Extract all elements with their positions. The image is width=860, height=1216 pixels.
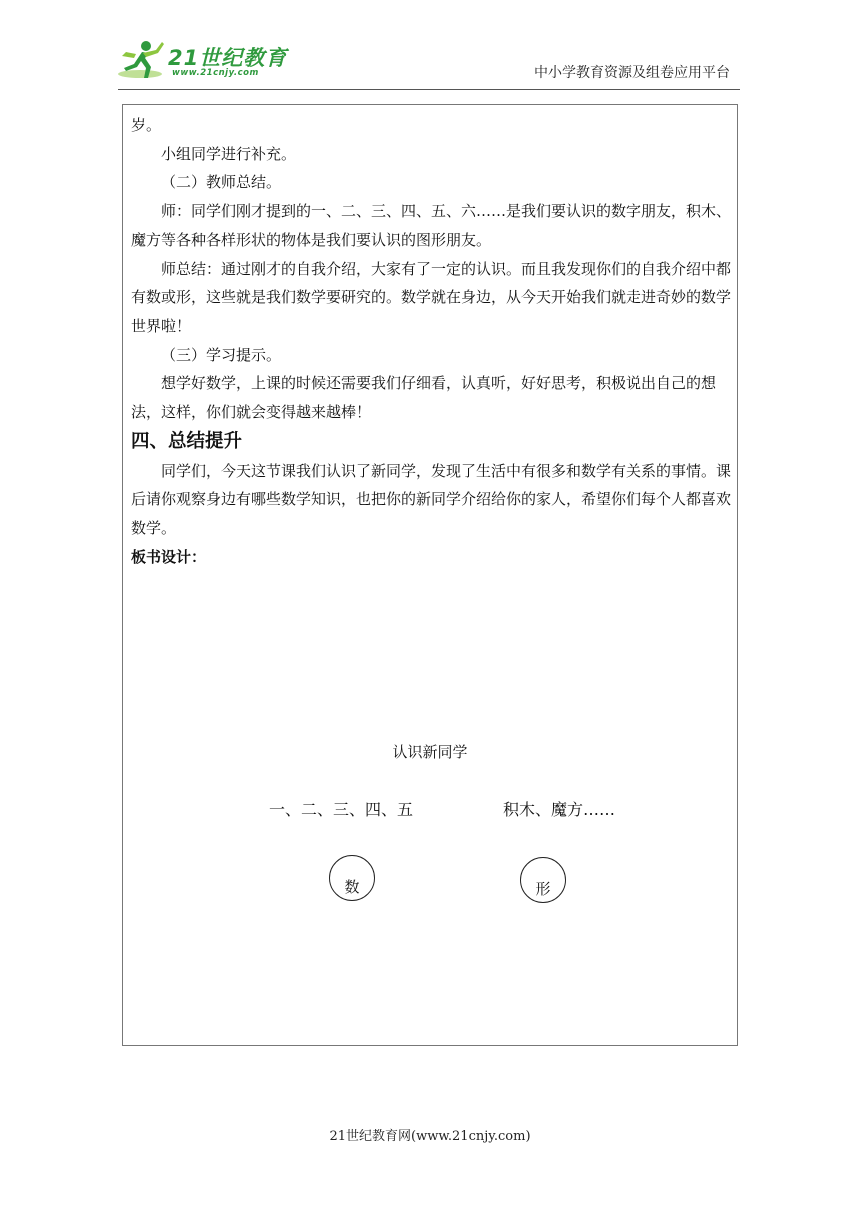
board-title: 认识新同学 (392, 743, 468, 761)
board-design-label: 板书设计： (131, 547, 207, 566)
paragraph-conclusion: 同学们，今天这节课我们认识了新同学，发现了生活中有很多和数学有关系的事情。课后请你观察身边有哪些数学知识，也把你的新同学介绍给你的家人，希望你们每个人都喜欢数学。 (131, 461, 732, 538)
paragraph-teacher-conclusion: 师总结：通过刚才的自我介绍，大家有了一定的认识。而且我发现你们的自我介绍中都有数或形，这些就是我们数学要研究的。数学就在身边，从今天开始我们就走进奇妙的数学世界啦！ (131, 259, 732, 335)
page-footer[interactable]: 21世纪教育网(www.21cnjy.com) (329, 1129, 531, 1144)
platform-tagline: 中小学教育资源及组卷应用平台 (534, 65, 730, 81)
board-shapes: 积木、魔方…… (503, 800, 616, 819)
continued-line: 岁。 (131, 116, 162, 134)
logo-url: www.21cnjy.com (172, 68, 259, 78)
header-divider (118, 89, 740, 90)
subheading-teacher-summary: （二）教师总结。 (161, 173, 282, 192)
lesson-table-cell (122, 104, 738, 1046)
runner-logo-icon (116, 38, 168, 82)
lesson-content (131, 111, 731, 572)
paragraph-learning-tips: 想学好数学，上课的时候还需要我们仔细看，认真听，好好思考，积极说出自己的想法，这样，你们就会变得越来越棒！ (131, 374, 717, 422)
paragraph-group-supplement: 小组同学进行补充。 (161, 144, 297, 163)
circle-shape (520, 857, 566, 903)
circle-shape-label: 形 (535, 880, 551, 898)
circle-number-label: 数 (344, 878, 360, 896)
circle-number (329, 855, 375, 901)
paragraph-teacher-speech: 师：同学们刚才提到的一、二、三、四、五、六……是我们要认识的数字朋友，积木、魔方等各种各样形状的物体是我们要认识的图形朋友。 (131, 202, 732, 249)
section-heading-summary: 四、总结提升 (131, 430, 243, 452)
site-logo[interactable] (116, 38, 286, 84)
board-numbers: 一、二、三、四、五 (269, 800, 414, 819)
logo-text: 21世纪教育 (168, 46, 288, 70)
subheading-learning-tips: （三）学习提示。 (161, 345, 282, 364)
page-header (0, 0, 860, 100)
